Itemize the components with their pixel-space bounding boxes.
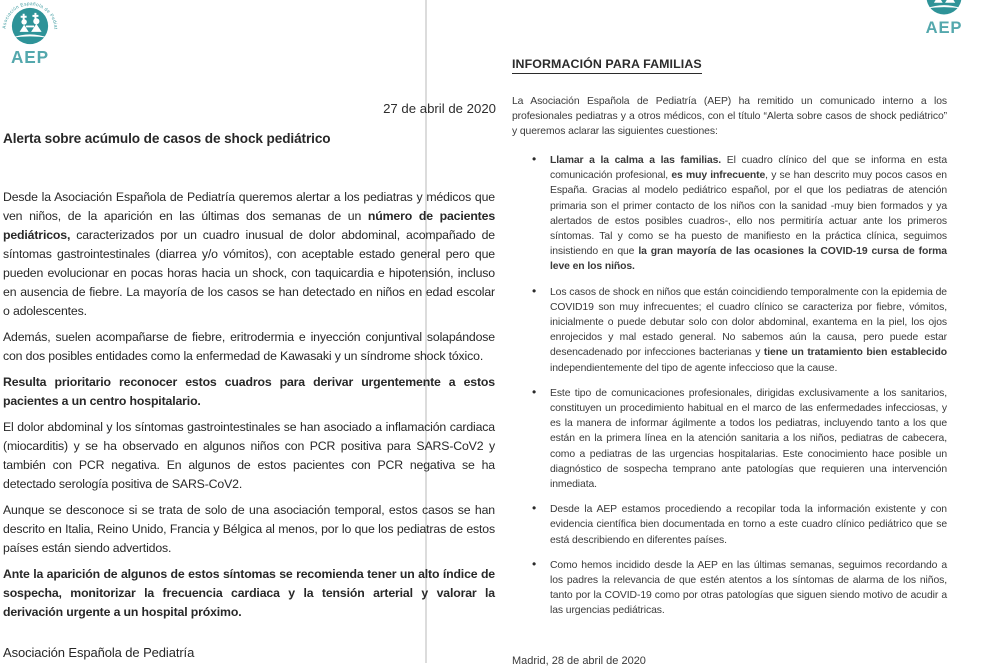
bold-text-run: es muy infrecuente [671, 170, 766, 182]
bullet-item [512, 502, 947, 548]
alert-date: 27 de abril de 2020 [383, 101, 496, 116]
families-bullet-list [512, 153, 947, 629]
aep-logo-icon [916, 0, 972, 37]
text-run: independientemente del tipo de agente infeccioso que la cause. [550, 362, 838, 374]
aep-logo-icon [1, 0, 59, 68]
bold-text-run: Ante la aparición de algunos de estos síntomas se recomienda tener un alto índice de sospecha, monitorizar la frecuencia cardiaca y la tensión arterial y valorar la derivación urgente a un hospital próximo. [3, 567, 495, 619]
bullet-item [512, 558, 947, 619]
bullet-dot-icon: • [532, 556, 537, 571]
logo-ring-text: Asociación Española de Pediat [1, 1, 59, 30]
text-run: Desde la Asociación Española de Pediatría queremos alertar a los pediatras y médicos que ven niños, de la aparición en las últimas dos semanas de un [3, 190, 495, 223]
text-run: Aunque se desconoce si se trata de solo de una asociación temporal, estos casos se han descrito en Italia, Reino Unido, Francia y Bélgica al menos, por lo que los pediatras de estos países están siendo advertidos. [3, 503, 495, 555]
families-title: INFORMACIÓN PARA FAMILIAS [512, 57, 702, 74]
bullet-item [512, 386, 947, 492]
paragraph [3, 418, 495, 494]
paragraph [3, 565, 495, 622]
bullet-dot-icon: • [532, 501, 537, 516]
alert-footer: Asociación Española de Pediatría [3, 645, 195, 660]
paragraph [3, 373, 495, 411]
text-run: , y se han descrito muy pocos casos en España. Gracias al modelo pediátrico español, por el que los pediatras de atención primaria son el primer contacto de los niños con la sanidad -muy bien formados y ya alertados de estos posibles cuadros-, ello nos permitiría actuar ante los primeros síntomas. Tal y como se ha puesto de manifiesto en la práctica clínica, seguimos insistiendo en que [550, 170, 947, 258]
alert-body [3, 188, 495, 629]
alert-title: Alerta sobre acúmulo de casos de shock pediátrico [3, 131, 331, 146]
bullet-dot-icon: • [532, 283, 537, 298]
page-alert [0, 0, 497, 663]
bullet-item [512, 153, 947, 275]
text-run: Los casos de shock en niños que están coincidiendo temporalmente con la epidemia de COVID19 son muy infrecuentes; el cuadro clínico se caracteriza por fiebre, vómitos, inicialmente o puede debutar solo con dolor abdominal, exantema en la piel, los ojos enrojecidos y mal estado general. No sabemos aún la causa, pero puede estar desencadenado por infecciones bacterianas y [550, 286, 947, 359]
aep-logo-right [916, 0, 972, 39]
paragraph [3, 328, 495, 366]
page-families [512, 0, 963, 667]
logo-acronym: AEP [925, 17, 963, 37]
text-run: Este tipo de comunicaciones profesionales, dirigidas exclusivamente a los sanitarios, constituyen un procedimiento habitual en el marco de las enfermedades infecciosas, y es la manera de informar ágilmente a todos los pediatras, incluyendo tanto a los que están en la primera línea en la atención sanitaria a los niños, pediatras de cabecera, como a pediatras de las urgencias hospitalarias. Este conocimiento hace posible un diagnóstico de sospecha temprano ante patologías que requieren una intervención inmediata. [550, 387, 947, 491]
aep-logo [1, 0, 59, 69]
bold-text-run: la gran mayoría de las ocasiones la COVID-19 cursa de forma leve en los niños. [550, 246, 947, 273]
bold-text-run: número de pacientes pediátricos, [3, 209, 496, 242]
bold-text-run: tiene un tratamiento bien establecido [763, 347, 947, 359]
bullet-item [512, 285, 947, 376]
families-intro: La Asociación Española de Pediatría (AEP) ha remitido un comunicado interno a los profesionales pediatras y a otros médicos, con el título “Alerta sobre casos de shock pediátrico” y queremos aclarar las siguientes cuestiones: [512, 96, 947, 138]
bullet-dot-icon: • [532, 384, 537, 399]
paragraph [3, 501, 495, 558]
text-run: El dolor abdominal y los síntomas gastrointestinales se han asociado a inflamación cardiaca (miocarditis) y se ha observado en algunos niños con PCR positiva para SARS-CoV2 y también con PCR negativa. En algunos de estos pacientes con PCR negativa se ha detectado serología positiva de SARS-CoV2. [3, 420, 495, 491]
text-run: Desde la AEP estamos procediendo a recopilar toda la información existente y con evidencia científica bien documentada en torno a este cuadro clínico pediátrico que se está describiendo en diferentes países. [550, 504, 947, 546]
text-run: Como hemos incidido desde la AEP en las últimas semanas, seguimos recordando a los padres la relevancia de que estén atentos a los síntomas de alarma de los niños, tanto por la COVID-19 como por otras patologías que siguen siendo motivo de acudir a las urgencias pediátricas. [550, 559, 947, 617]
text-run: Además, suelen acompañarse de fiebre, eritrodermia e inyección conjuntival solapándose con dos posibles entidades como la enfermedad de Kawasaki y un síndrome shock tóxico. [3, 330, 495, 363]
text-run: El cuadro clínico del que se informa en esta comunicación profesional, [550, 155, 948, 182]
text-run: caracterizados por un cuadro inusual de dolor abdominal, acompañado de síntomas gastrointestinales (diarrea y/o vómitos), con aceptable estado general pero que pueden evolucionar en pocas horas hacia un shock, con taquicardia e hipotensión, incluso en ausencia de fiebre. La mayoría de los casos se han detectado en niños en edad escolar o adolescentes. [3, 228, 495, 318]
families-footer: Madrid, 28 de abril de 2020 [512, 655, 646, 667]
bullet-dot-icon: • [532, 152, 537, 166]
paragraph [3, 188, 495, 321]
logo-acronym: AEP [10, 47, 50, 68]
bold-text-run: Llamar a la calma a las familias. [550, 155, 722, 166]
bold-text-run: Resulta prioritario reconocer estos cuadros para derivar urgentemente a estos pacientes a un centro hospitalario. [3, 375, 495, 408]
